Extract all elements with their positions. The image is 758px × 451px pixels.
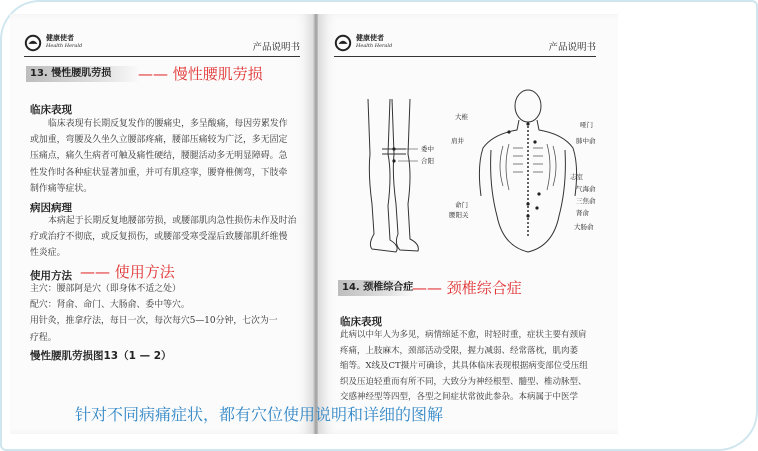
text-line: 本病起于长期反复地腰部劳损，或腰部肌肉急性损伤未作及时治 [48,216,297,226]
clinical-body [30,116,308,197]
text-line: 压痛点，痛久生病者可触及痛性硬结，腰腿活动多无明显障碍。急 [30,151,288,162]
text-line: 缩等。X线及CT摄片可确诊，其具体临床表现根据病变部位受压组 [340,361,588,371]
usage-body [30,281,308,346]
bottom-banner: 针对不同病痛症状，都有穴位使用说明和详细的图解 [75,405,444,424]
text-line: 疗程。 [30,332,57,343]
right-page [318,14,618,434]
usage-heading: 使用方法 [30,270,72,282]
label-yaoyangguan: 腰阳关 [449,211,469,219]
label-dazhui: 大椎 [455,113,468,121]
label-heyang: 合阳 [421,157,434,165]
manual-label: 产品说明书 [252,42,300,53]
brand-name [356,34,392,50]
text-line: 交感神经型等四型，各型之间症状常彼此参杂。本病属于中医学 [340,392,579,402]
usage-callout: —— 使用方法 [80,263,175,281]
label-jianjing: 肩井 [451,137,464,145]
brand-text: 健康使者 [46,33,74,42]
brand-text: 健康使者 [356,33,384,42]
brand-english: Health Herald [356,43,393,49]
label-sanjiaoshu: 三焦俞 [576,197,596,205]
text-line: 主穴：腰部阿是穴（即身体不适之处） [30,284,181,294]
text-line: 性炎症。 [30,248,66,259]
brand-logo-icon [334,34,352,52]
brand-english: Health Herald [46,43,83,49]
text-line: 性发作时各种症状显著加重，并可有肌痉挛，腰脊椎侧弯，下肢牵 [30,167,288,178]
text-line: 临床表现有长期反复发作的腰痛史，多呈酸痛，每因劳累发作 [48,119,288,129]
section-callout-14: —— 颈椎综合症 [412,279,522,297]
label-dachangshu: 大肠俞 [574,223,594,231]
manual-label: 产品说明书 [548,42,596,53]
right-page-header [334,33,596,57]
text-line: 疗或治疗不彻底，或反复损伤，或腰部受寒受湿后致腰部肌纤维慢 [30,232,288,243]
text-line: 配穴：肾俞、命门、大肠俞、委中等穴。 [30,300,190,311]
text-line: 此病以中年人为多见，病情绵延不愈，时轻时重，症状主要有颈肩 [340,330,587,340]
left-page-header [24,33,300,57]
label-weizhong: 委中 [421,145,434,153]
neck-clinical-body [340,328,614,406]
pathology-heading: 病因病理 [30,202,72,214]
neck-clinical-heading: 临床表现 [340,316,382,328]
label-shenshu: 肾俞 [576,209,589,217]
clinical-heading: 临床表现 [30,104,72,116]
pathology-body [30,213,308,262]
text-line: 制作痛等症状。 [30,183,93,194]
section-title-13: 13. 慢性腰肌劳损 [26,66,140,82]
label-qihaishu: 气海俞 [576,185,596,193]
leg-acupoint-diagram [348,94,438,254]
left-page [10,14,314,434]
label-feishu: 肺中俞 [576,137,596,145]
label-yamen: 哑门 [580,121,593,129]
section-callout-13: —— 慢性腰肌劳损 [138,65,263,83]
text-line: 织及压迫轻重而有所不同，大致分为神经根型、髓型、椎动脉型、 [340,376,587,387]
label-mingmen: 命门 [455,201,468,209]
brand-logo-icon [24,34,42,52]
text-line: 或加重，弯腰及久坐久立腰部疼痛，腰部压痛较为广泛，多无固定 [30,135,288,146]
back-acupoint-diagram [473,86,583,256]
label-zhishi: 志室 [570,173,583,181]
text-line: 疼痛，上肢麻木，颈部活动受限，握力减弱、经常落枕，肌肉萎 [340,345,579,356]
brand-name [46,34,82,50]
figure-caption-13: 慢性腰肌劳损图13（1 — 2） [30,350,172,362]
section-title-14: 14. 颈椎综合症 [338,280,414,296]
text-line: 用针灸，推拿疗法，每日一次，每次每穴5—10分钟，七次为一 [30,316,278,327]
